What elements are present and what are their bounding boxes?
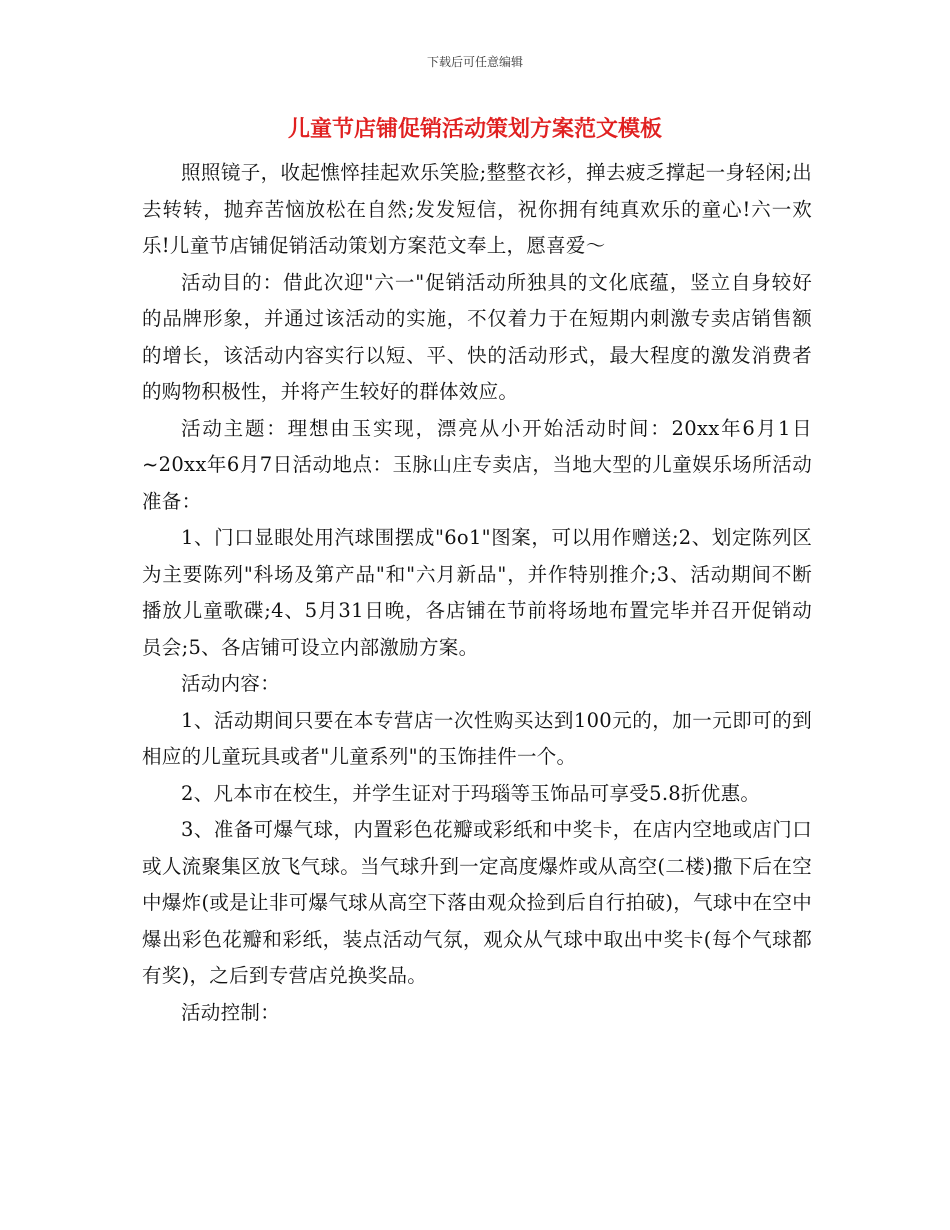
paragraph-content-item-1: 1、活动期间只要在本专营店一次性购买达到100元的，加一元即可的到相应的儿童玩具或者"儿童系列"的玉饰挂件一个。 (142, 708, 812, 768)
paragraph-intro: 照照镜子，收起憔悴挂起欢乐笑脸;整整衣衫，掸去疲乏撑起一身轻闲;出去转转，抛弃苦恼放松在自然;发发短信，祝你拥有纯真欢乐的童心!六一欢乐!儿童节店铺促销活动策划方案范文奉上，愿喜爱～ (142, 161, 812, 257)
paragraph-content-heading: 活动内容： (181, 672, 281, 695)
paragraph-content-item-3: 3、准备可爆气球，内置彩色花瓣或彩纸和中奖卡，在店内空地或店门口或人流聚集区放飞气球。当气球升到一定高度爆炸或从高空(二楼)撒下后在空中爆炸(或是让非可爆气球从高空下落由观众捡到后自行拍破)，气球中在空中爆出彩色花瓣和彩纸，装点活动气氛，观众从气球中取出中奖卡(每个气球都有奖)，之后到专营店兑换奖品。 (142, 818, 812, 987)
document-body (142, 155, 812, 1031)
page-header: 下载后可任意编辑 (426, 55, 523, 69)
document-title: 儿童节店铺促销活动策划方案范文模板 (287, 117, 662, 142)
paragraph-control-heading: 活动控制： (181, 1000, 281, 1024)
paragraph-theme: 活动主题：理想由玉实现，漂亮从小开始活动时间：20xx年6月1日~20xx年6月7日活动地点：玉脉山庄专卖店，当地大型的儿童娱乐场所活动准备： (142, 416, 812, 513)
paragraph-preparation: 1、门口显眼处用汽球围摆成"6o1"图案，可以用作赠送;2、划定陈列区为主要陈列"科场及第产品"和"六月新品"，并作特别推介;3、活动期间不断播放儿童歌碟;4、5月31日晚，各店铺在节前将场地布置完毕并召开促销动员会;5、各店铺可设立内部激励方案。 (142, 526, 812, 659)
paragraph-purpose: 活动目的：借此次迎"六一"促销活动所独具的文化底蕴，竖立自身较好的品牌形象，并通过该活动的实施，不仅着力于在短期内刺激专卖店销售额的增长，该活动内容实行以短、平、快的活动形式，最大程度的激发消费者的购物积极性，并将产生较好的群体效应。 (142, 270, 812, 403)
paragraph-content-item-2: 2、凡本市在校生，并学生证对于玛瑙等玉饰品可享受5.8折优惠。 (181, 781, 761, 805)
